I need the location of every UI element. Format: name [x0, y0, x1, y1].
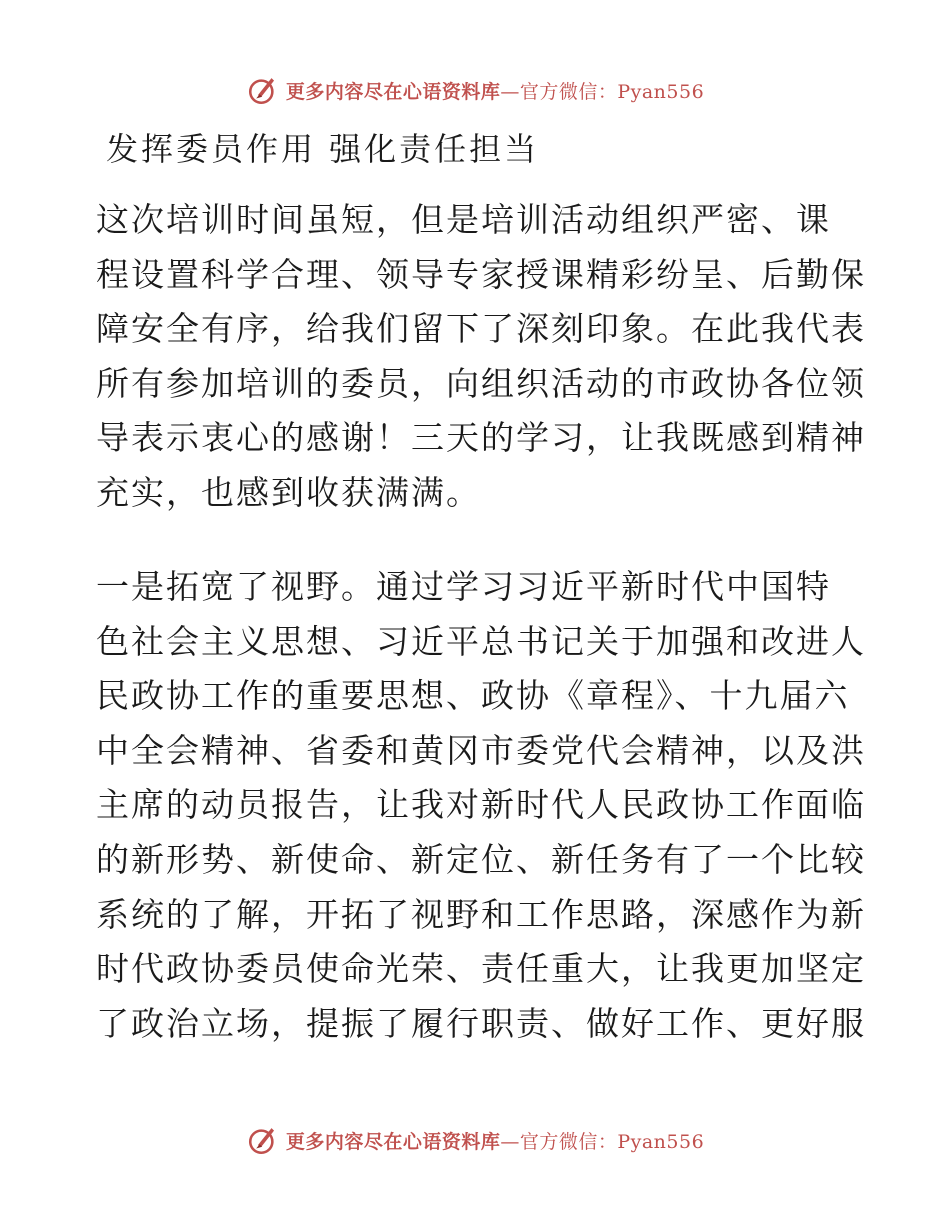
text-line: 充实，也感到收获满满。 [96, 472, 481, 512]
paragraph-1 [96, 193, 866, 521]
text-line: 程设置科学合理、领导专家授课精彩纷呈、后勤保 [96, 254, 866, 294]
watermark-text [286, 1127, 704, 1154]
footer-watermark [0, 1120, 950, 1160]
text-line: 主席的动员报告，让我对新时代人民政协工作面临 [96, 785, 866, 825]
text-line: 色社会主义思想、习近平总书记关于加强和改进人 [96, 621, 866, 661]
text-line: 中全会精神、省委和黄冈市委党代会精神，以及洪 [96, 730, 866, 770]
watermark-dash: — [500, 80, 520, 103]
document-title: 发挥委员作用 强化责任担当 [106, 130, 540, 168]
text-line: 所有参加培训的委员，向组织活动的市政协各位领 [96, 363, 866, 403]
watermark-dash: — [500, 1130, 520, 1153]
watermark-main: 更多内容尽在心语资料库 [285, 80, 501, 103]
watermark-sub: 官方微信：Pyan556 [519, 80, 705, 103]
watermark-main: 更多内容尽在心语资料库 [285, 1130, 501, 1153]
text-line: 了政治立场，提振了履行职责、做好工作、更好服 [96, 1003, 866, 1043]
text-line: 这次培训时间虽短，但是培训活动组织严密、课 [96, 200, 831, 239]
watermark-text [286, 77, 704, 104]
quill-pen-circle-icon [246, 73, 280, 107]
text-line: 的新形势、新使命、新定位、新任务有了一个比较 [96, 839, 866, 879]
text-line: 民政协工作的重要思想、政协《章程》、十九届六 [96, 676, 850, 716]
paragraph-2 [96, 560, 866, 1051]
text-line: 导表示衷心的感谢！三天的学习，让我既感到精神 [96, 418, 866, 458]
text-line: 一是拓宽了视野。通过学习习近平新时代中国特 [96, 567, 831, 606]
text-line: 系统的了解，开拓了视野和工作思路，深感作为新 [96, 894, 866, 934]
quill-pen-circle-icon [246, 1123, 280, 1157]
watermark-sub: 官方微信：Pyan556 [519, 1130, 705, 1153]
text-line: 障安全有序，给我们留下了深刻印象。在此我代表 [96, 309, 866, 349]
header-watermark [0, 70, 950, 110]
text-line: 时代政协委员使命光荣、责任重大，让我更加坚定 [96, 949, 866, 989]
